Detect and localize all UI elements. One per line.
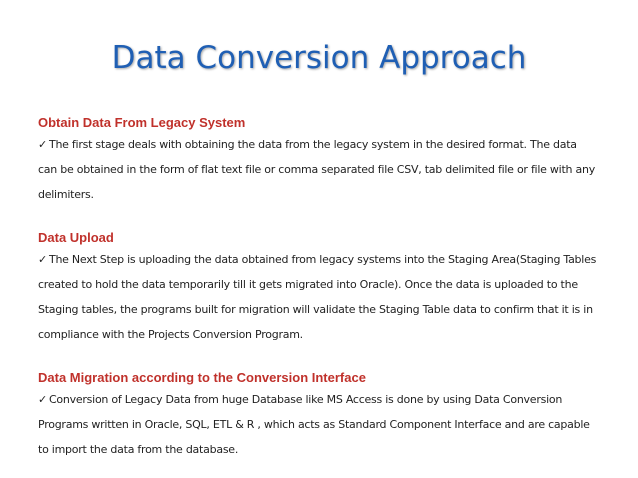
section-text: The first stage deals with obtaining the data from the legacy system in the desired format. The data can be obtained in the form of flat text file or comma separated file CSV, tab delimited file or file with any delimiters. (38, 138, 595, 201)
section-paragraph (38, 387, 598, 462)
section-text: Conversion of Legacy Data from huge Database like MS Access is done by using Data Conversion Programs written in Oracle, SQL, ETL & R , which acts as Standard Component Interface and are capable to import the data from the database. (38, 393, 590, 456)
checkmark-icon: ✓ (38, 138, 47, 151)
section-paragraph (38, 132, 598, 207)
section-obtain-data (38, 114, 598, 207)
section-data-upload (38, 229, 598, 347)
section-text: The Next Step is uploading the data obtained from legacy systems into the Staging Area(Staging Tables created to hold the data temporarily till it gets migrated into Oracle). Once the data is uploaded to the Staging tables, the programs built for migration will validate the Staging Table data to confirm that it is in compliance with the Projects Conversion Program. (38, 253, 597, 341)
section-data-migration (38, 369, 598, 462)
checkmark-icon: ✓ (38, 253, 47, 266)
section-paragraph (38, 247, 598, 347)
slide-title: Data Conversion Approach (111, 40, 527, 76)
section-heading: Data Upload (38, 230, 114, 245)
section-heading: Data Migration according to the Conversion Interface (38, 370, 366, 385)
section-heading: Obtain Data From Legacy System (38, 115, 246, 130)
checkmark-icon: ✓ (38, 393, 47, 406)
slide-content (38, 114, 598, 462)
